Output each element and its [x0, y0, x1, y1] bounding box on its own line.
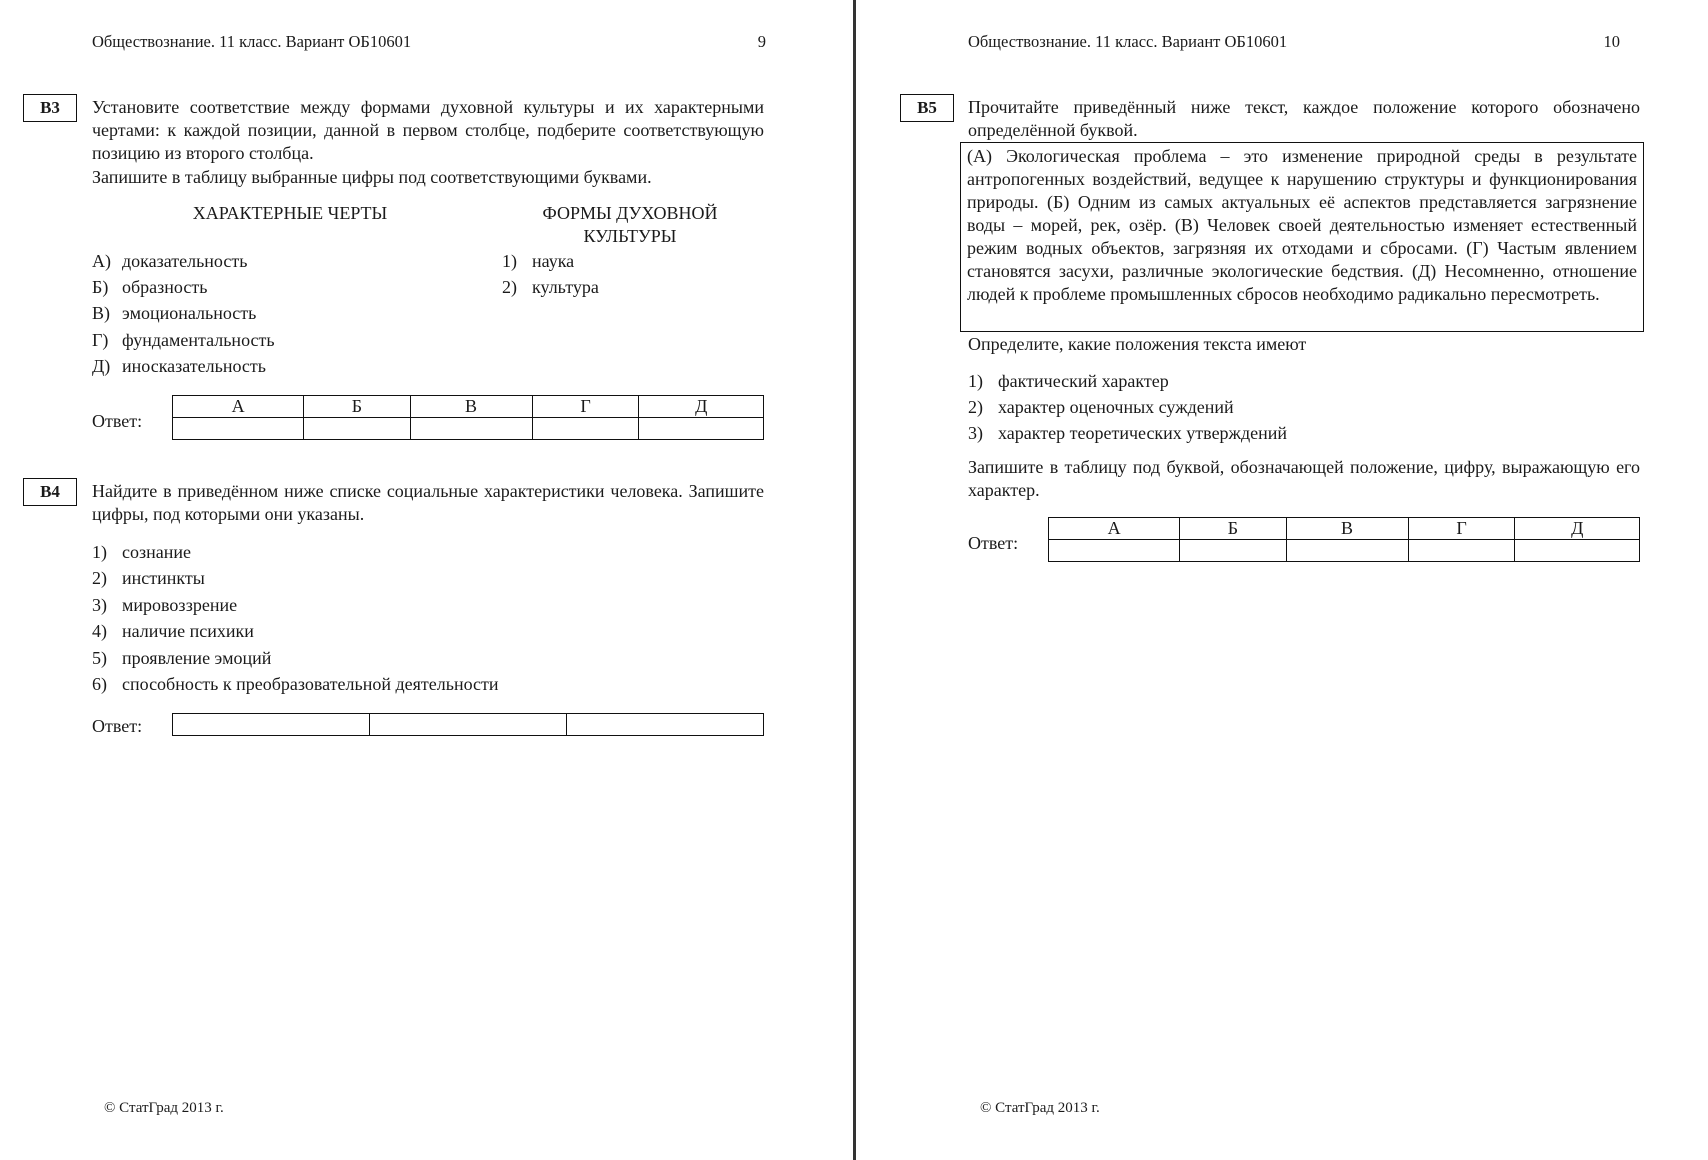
b5-intro: Прочитайте приведённый ниже текст, каждое положение которого обозначено определённой буквой.: [968, 97, 1640, 140]
question-label-b4: В4: [23, 478, 77, 506]
answer-cell[interactable]: [370, 714, 567, 736]
answer-cell[interactable]: [1515, 540, 1640, 562]
b3-intro: Установите соответствие между формами духовной культуры и их характерными чертами: к каждой позиции, данной в первом столбце, подберите соответствующую позицию из второго столбца.: [92, 97, 764, 163]
answer-cell[interactable]: [639, 418, 764, 440]
column-header-features: ХАРАКТЕРНЫЕ ЧЕРТЫ: [192, 203, 388, 223]
page-right: [856, 0, 1708, 1160]
answer-cell[interactable]: [1049, 540, 1180, 562]
answer-column-letter: Д: [639, 396, 764, 418]
answer-label-b3: Ответ:: [92, 411, 143, 431]
b5-instruction: Запишите в таблицу под буквой, обозначающей положение, цифру, выражающую его характер.: [968, 457, 1640, 500]
answer-cell[interactable]: [410, 418, 532, 440]
page-footer: © СтатГрад 2013 г.: [980, 1100, 1100, 1116]
answer-table-b5: [1048, 517, 1640, 562]
b5-option: 3) характер теоретических утверждений: [968, 423, 1288, 443]
answer-column-letter: Б: [304, 396, 410, 418]
b5-source-text: (А) Экологическая проблема – это изменение природной среды в результате антропогенных воздействий, ведущее к нарушению структуры и функционирования природы. (Б) Одним из самых актуальных её аспектов представляется загрязнение воды – морей, рек, озёр. (В) Человек своей деятельностью изменяет естественный режим водных объектов, загрязняя их отходами и сбросами. (Г) Частым явлением становятся засухи, различные экологические бедствия. (Д) Несомненно, отношение людей к проблеме промышленных сбросов необходимо радикально пересмотреть.: [960, 142, 1644, 332]
answer-column-letter: В: [410, 396, 532, 418]
feature-item: Б) образность: [92, 277, 208, 297]
page-header: Обществознание. 11 класс. Вариант ОБ10601: [92, 32, 412, 51]
answer-column-letter: Г: [1408, 518, 1515, 540]
page-footer: © СтатГрад 2013 г.: [104, 1100, 224, 1116]
b5-option: 1) фактический характер: [968, 371, 1169, 391]
b4-item: 6) способность к преобразовательной деятельности: [92, 674, 499, 694]
answer-cell[interactable]: [1180, 540, 1286, 562]
answer-column-letter: А: [173, 396, 304, 418]
answer-cell[interactable]: [567, 714, 764, 736]
answer-table-b4: [172, 713, 764, 736]
form-item: 2) культура: [502, 277, 599, 297]
feature-item: В) эмоциональность: [92, 303, 257, 323]
question-label-b5: В5: [900, 94, 954, 122]
answer-cell[interactable]: [173, 714, 370, 736]
b3-instruction: Запишите в таблицу выбранные цифры под соответствующими буквами.: [92, 167, 652, 187]
b5-question: Определите, какие положения текста имеют: [968, 334, 1307, 354]
column-header-forms-1: ФОРМЫ ДУХОВНОЙ: [542, 203, 718, 223]
column-header-forms-2: КУЛЬТУРЫ: [583, 226, 677, 246]
b4-intro: Найдите в приведённом ниже списке социальные характеристики человека. Запишите цифры, под которыми они указаны.: [92, 481, 764, 524]
b4-item: 2) инстинкты: [92, 568, 205, 588]
b4-item: 5) проявление эмоций: [92, 648, 272, 668]
page-header: Обществознание. 11 класс. Вариант ОБ10601: [968, 32, 1288, 51]
page-left: [0, 0, 853, 1160]
answer-cell[interactable]: [1408, 540, 1515, 562]
b4-item: 4) наличие психики: [92, 621, 254, 641]
answer-column-letter: В: [1286, 518, 1408, 540]
question-label-b3: В3: [23, 94, 77, 122]
answer-cell[interactable]: [1286, 540, 1408, 562]
feature-item: Г) фундаментальность: [92, 330, 275, 350]
answer-cell[interactable]: [532, 418, 639, 440]
page-number: 10: [1603, 32, 1620, 51]
answer-cell[interactable]: [304, 418, 410, 440]
answer-label-b5: Ответ:: [968, 533, 1019, 553]
form-item: 1) наука: [502, 251, 575, 271]
b4-item: 1) сознание: [92, 542, 191, 562]
feature-item: А) доказательность: [92, 251, 248, 271]
answer-column-letter: Г: [532, 396, 639, 418]
answer-table-b3: [172, 395, 764, 440]
b5-option: 2) характер оценочных суждений: [968, 397, 1234, 417]
answer-column-letter: А: [1049, 518, 1180, 540]
feature-item: Д) иносказательность: [92, 356, 266, 376]
answer-column-letter: Д: [1515, 518, 1640, 540]
answer-column-letter: Б: [1180, 518, 1286, 540]
answer-cell[interactable]: [173, 418, 304, 440]
page-number: 9: [757, 32, 766, 51]
answer-label-b4: Ответ:: [92, 716, 143, 736]
b4-item: 3) мировоззрение: [92, 595, 238, 615]
